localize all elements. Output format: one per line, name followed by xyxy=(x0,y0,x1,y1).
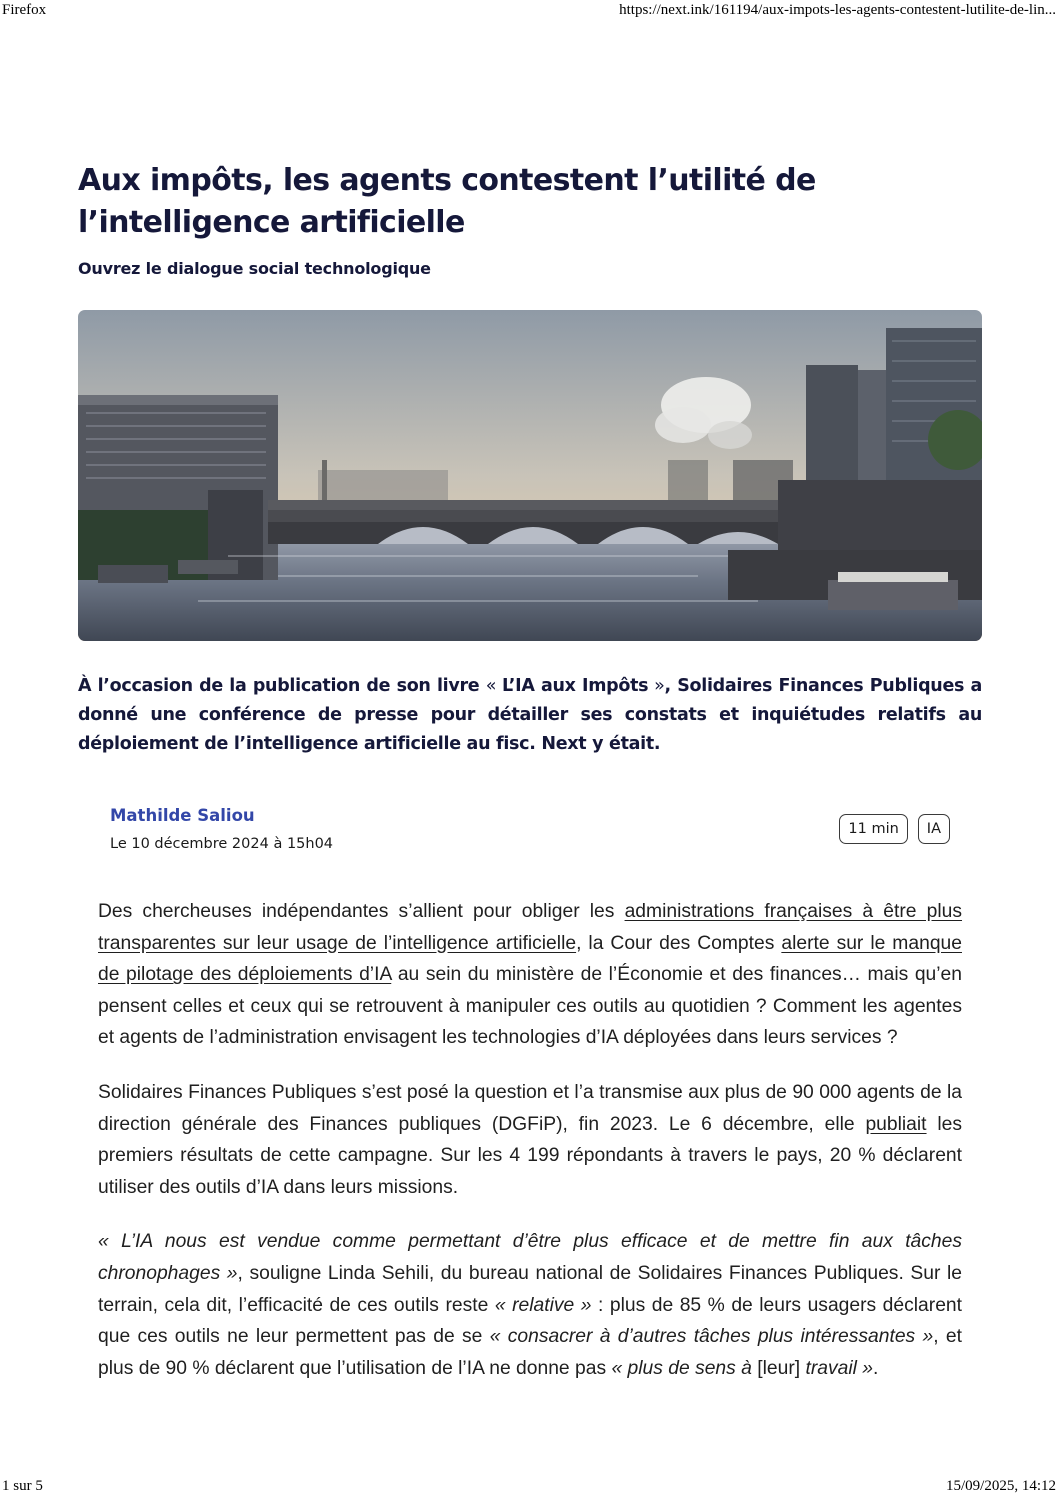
article-body xyxy=(98,896,962,1407)
p3-text-1: , souligne Linda Sehili, du bureau national de Solidaires Finances Publiques. Sur le terrain, cela dit, l’efficacité de ces outils reste xyxy=(98,1262,963,1316)
p3-text-4: [leur] xyxy=(757,1357,801,1379)
paragraph-1 xyxy=(98,896,962,1054)
lede-part1: À l’occasion de la publication de son livre xyxy=(78,676,486,696)
publish-date: Le 10 décembre 2024 à 15h04 xyxy=(110,836,334,852)
print-header xyxy=(0,2,1058,19)
article-lede xyxy=(78,672,982,759)
p2-text-1: Solidaires Finances Publiques s’est posé la question et l’a transmise aux plus de 90 000 agents de la direction générale des Finances publiques (DGFiP), fin 2023. Le 6 décembre, elle xyxy=(98,1081,962,1135)
p3-text-2: : plus de 85 % de leurs usagers déclarent que ces outils ne leur permettent pas de se xyxy=(98,1294,963,1348)
p3-quote-5: travail » xyxy=(800,1357,873,1379)
lede-quote-open: « xyxy=(485,676,502,696)
lede-quote-close: » xyxy=(648,676,665,696)
reading-time-badge: 11 min xyxy=(839,814,907,844)
print-footer-datetime: 15/09/2025, 14:12 xyxy=(945,1478,1056,1494)
p3-quote-4: « plus de sens à xyxy=(611,1357,758,1379)
p1-text-3: au sein du ministère de l’Économie et des finances… mais qu’en pensent celles et ceux qui se retrouvent à manipuler ces outils au quotidien ? Comment les agentes et agents de l’administration envisagent les technologies d’IA déployées dans leurs services ? xyxy=(98,964,963,1049)
link-administrations-transparentes[interactable]: administrations françaises à être plus transparentes sur leur usage de l’intelligence artificielle xyxy=(98,901,963,954)
print-header-url: https://next.ink/161194/aux-impots-les-agents-contestent-lutilite-de-lin... xyxy=(619,2,1056,18)
p3-quote-1: « L’IA nous est vendue comme permettant d’être plus efficace et de mettre fin aux tâches chronophages » xyxy=(98,1231,962,1284)
p3-text-3: , et plus de 90 % déclarent que l’utilisation de l’IA ne donne pas xyxy=(98,1326,962,1379)
print-header-app: Firefox xyxy=(2,2,47,18)
print-footer-page: 1 sur 5 xyxy=(2,1478,43,1494)
article-meta xyxy=(110,806,950,852)
article xyxy=(78,160,983,852)
article-subtitle: Ouvrez le dialogue social technologique xyxy=(78,259,431,278)
article-tags xyxy=(839,814,950,844)
p1-text-1: Des chercheuses indépendantes s’allient pour obliger les xyxy=(98,901,625,922)
tag-ia[interactable]: IA xyxy=(918,814,950,844)
photo-seine-bridge-bercy-icon xyxy=(78,310,982,641)
hero-image xyxy=(78,310,982,641)
p3-text-5: . xyxy=(872,1357,879,1379)
lede-book-title: L’IA aux Impôts xyxy=(501,676,649,696)
p1-text-2: , la Cour des Comptes xyxy=(576,932,782,954)
p3-quote-2: « relative » xyxy=(494,1294,592,1316)
paragraph-3 xyxy=(98,1226,962,1384)
paragraph-2 xyxy=(98,1077,962,1203)
link-cour-des-comptes-alerte[interactable]: alerte sur le manque de pilotage des déploiements d’IA xyxy=(98,932,962,986)
lede-part2: , Solidaires Finances Publiques a donné une conférence de presse pour détailler ses constats et inquiétudes relatifs au déploiement de l’intelligence artificielle au fisc. Next y était. xyxy=(78,676,983,754)
print-footer xyxy=(0,1478,1058,1495)
author-link[interactable]: Mathilde Saliou xyxy=(110,806,255,825)
p2-text-2: les premiers résultats de cette campagne. Sur les 4 199 répondants à travers le pays, 20 % déclarent utiliser des outils d’IA dans leurs missions. xyxy=(98,1113,963,1198)
p3-quote-3: « consacrer à d’autres tâches plus intéressantes » xyxy=(489,1326,934,1348)
article-title: Aux impôts, les agents contestent l’utilité de l’intelligence artificielle xyxy=(78,163,816,240)
link-publiait[interactable]: publiait xyxy=(865,1113,927,1135)
